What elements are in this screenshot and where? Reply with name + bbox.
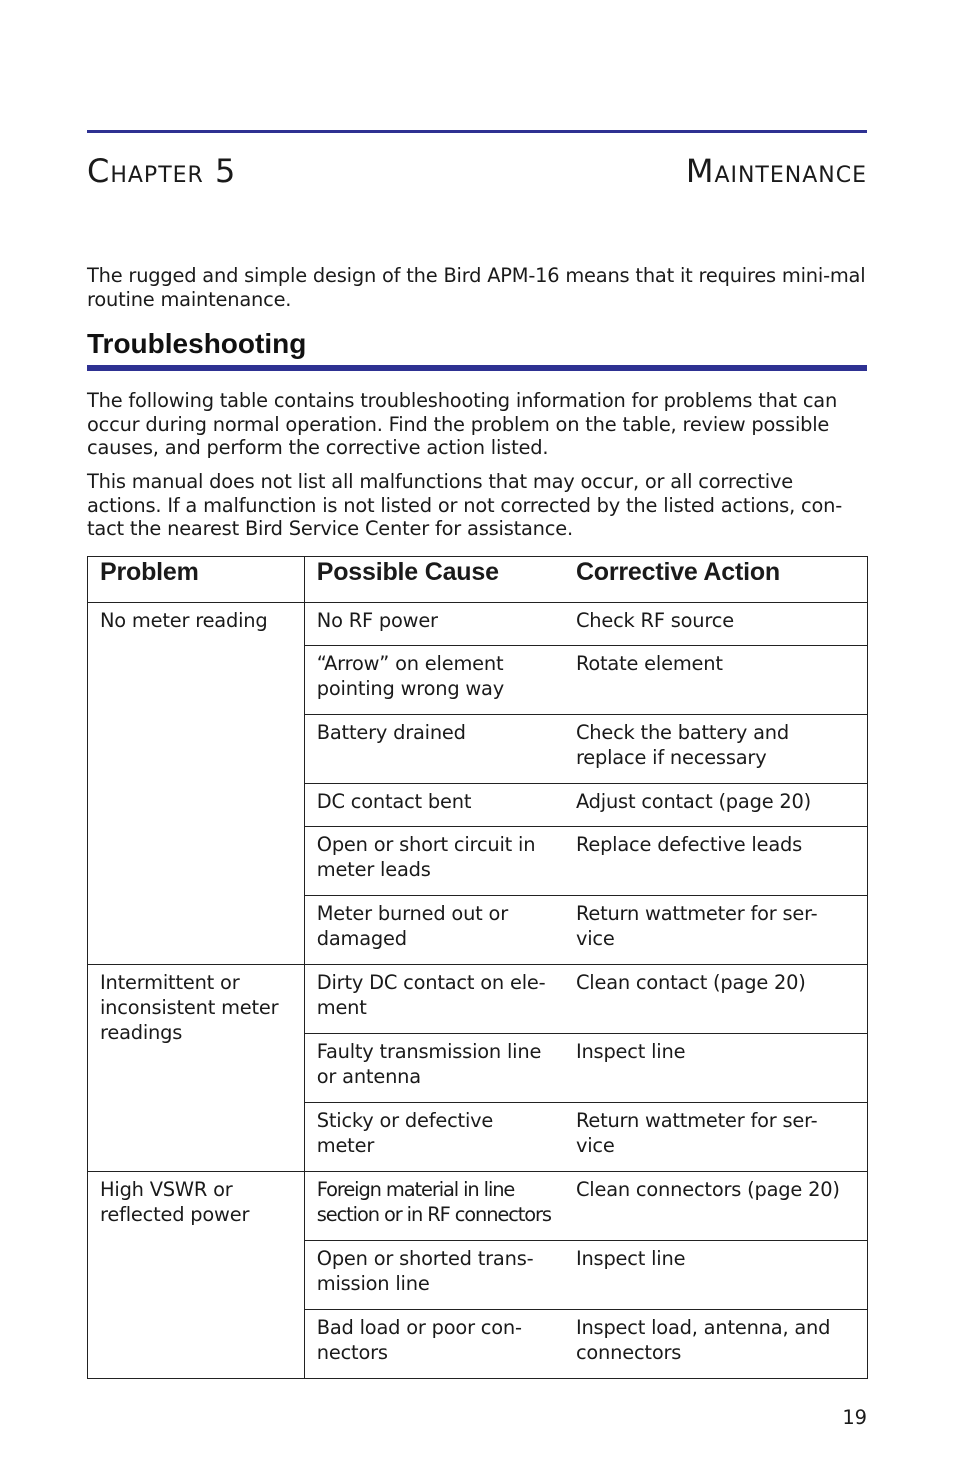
action-cell: Inspect load, antenna, and connectors [564, 1310, 868, 1379]
action-cell: Return wattmeter for ser-vice [564, 1103, 868, 1172]
intro-paragraph: The rugged and simple design of the Bird APM-16 means that it requires mini-mal routine maintenance. [87, 264, 866, 311]
body-paragraph: The following table contains troubleshooting information for problems that can occur during normal operation. Find the problem on the table, review possible causes, and perform the corrective action listed. [87, 389, 838, 459]
cause-cell: Foreign material in line section or in RF connectors [304, 1172, 564, 1241]
section-heading: Troubleshooting [87, 328, 307, 359]
cause-cell: No RF power [304, 603, 564, 646]
table-row [88, 965, 868, 1034]
chapter-title: Maintenance [685, 152, 867, 190]
action-cell: Clean connectors (page 20) [564, 1172, 868, 1241]
column-header-action: Corrective Action [564, 557, 868, 603]
action-cell: Clean contact (page 20) [564, 965, 868, 1034]
page-number: 19 [842, 1406, 867, 1429]
action-cell: Inspect line [564, 1241, 868, 1310]
cause-cell: “Arrow” on element pointing wrong way [304, 646, 564, 715]
cause-cell: Battery drained [304, 715, 564, 784]
action-cell: Replace defective leads [564, 827, 868, 896]
table-header-row [88, 557, 868, 603]
action-cell: Check RF source [564, 603, 868, 646]
table-row [88, 1172, 868, 1241]
problem-cell: High VSWR or reflected power [88, 1172, 305, 1379]
table-row [88, 603, 868, 646]
problem-cell: Intermittent or inconsistent meter readings [88, 965, 305, 1172]
cause-cell: Bad load or poor con-nectors [304, 1310, 564, 1379]
section-rule [87, 365, 867, 371]
action-cell: Inspect line [564, 1034, 868, 1103]
action-cell: Adjust contact (page 20) [564, 784, 868, 827]
cause-cell: Open or shorted trans-mission line [304, 1241, 564, 1310]
cause-cell: DC contact bent [304, 784, 564, 827]
chapter-label: Chapter 5 [87, 152, 237, 190]
cause-cell: Faulty transmission line or antenna [304, 1034, 564, 1103]
cause-cell: Sticky or defective meter [304, 1103, 564, 1172]
chapter-header [87, 152, 867, 192]
problem-cell: No meter reading [88, 603, 305, 965]
cause-cell: Meter burned out or damaged [304, 896, 564, 965]
column-header-cause: Possible Cause [304, 557, 564, 603]
action-cell: Rotate element [564, 646, 868, 715]
header-rule [87, 130, 867, 133]
column-header-problem: Problem [88, 557, 305, 603]
cause-cell: Open or short circuit in meter leads [304, 827, 564, 896]
action-cell: Return wattmeter for ser-vice [564, 896, 868, 965]
document-page [87, 0, 867, 1475]
body-paragraph: This manual does not list all malfunctions that may occur, or all corrective actions. If a malfunction is not listed or not corrected by the listed actions, con-tact the nearest Bird Service Center for assistance. [87, 470, 843, 540]
troubleshooting-table [87, 556, 868, 1379]
cause-cell: Dirty DC contact on ele-ment [304, 965, 564, 1034]
action-cell: Check the battery and replace if necessary [564, 715, 868, 784]
